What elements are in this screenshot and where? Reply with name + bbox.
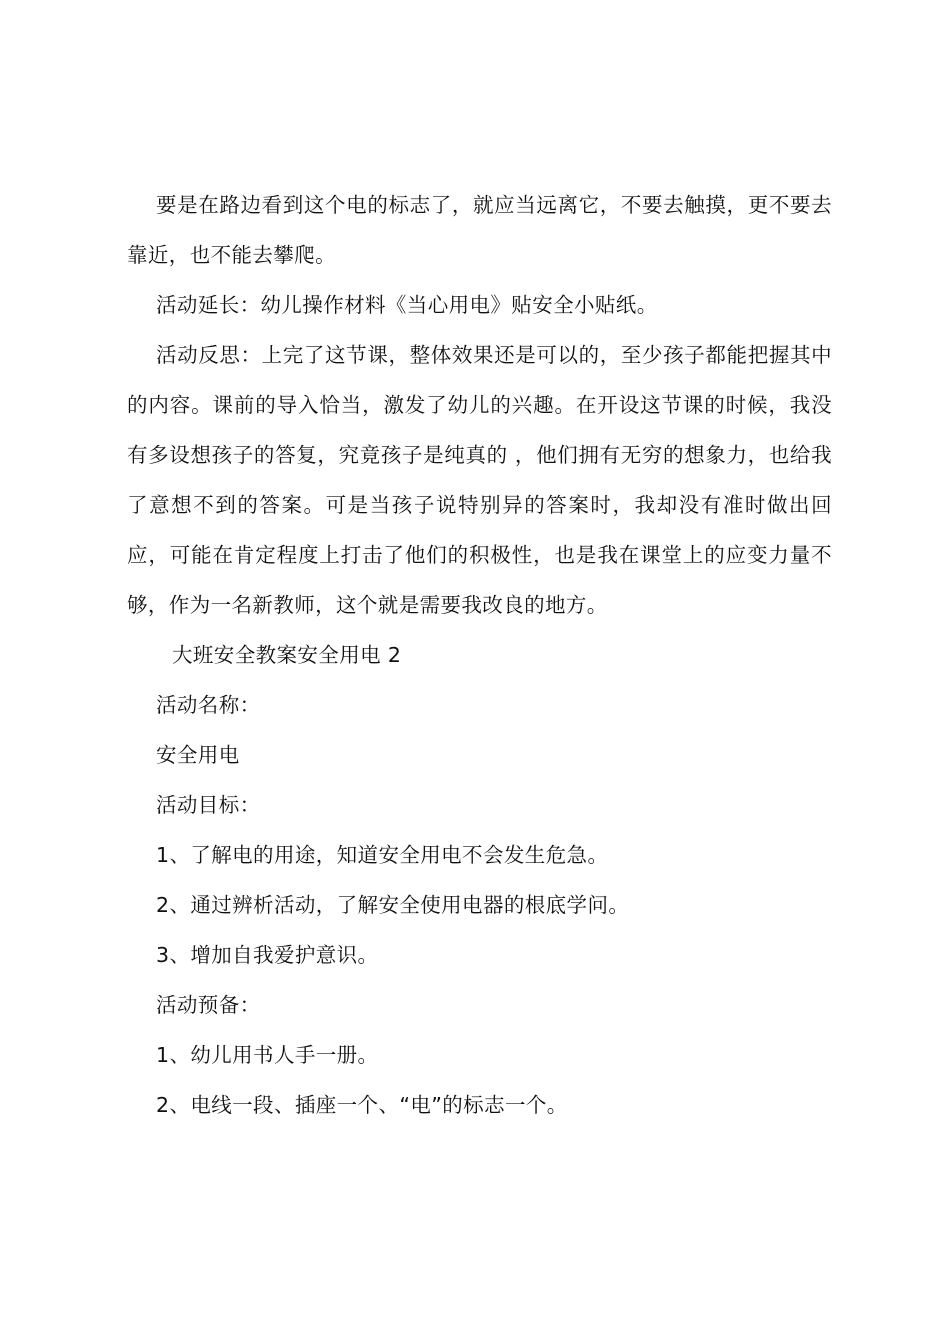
list-item-preparation-2: 2、电线一段、插座一个、“电”的标志一个。 [156, 1093, 568, 1117]
document-body [127, 180, 832, 1130]
paragraph-activity-goals-label: 活动目标： [156, 793, 261, 817]
list-item-goal-3: 3、增加自我爱护意识。 [156, 943, 379, 967]
paragraph-warning-sign: 要是在路边看到这个电的标志了，就应当远离它，不要去触摸，更不要去靠近，也不能去攀爬。 [127, 193, 832, 267]
list-item-preparation-1: 1、幼儿用书人手一册。 [156, 1043, 379, 1067]
list-item-goal-2: 2、通过辨析活动，了解安全使用电器的根底学问。 [156, 893, 630, 917]
section-heading: 大班安全教案安全用电 2 [172, 643, 402, 667]
paragraph-activity-name-label: 活动名称： [156, 693, 261, 717]
paragraph-activity-name: 安全用电 [156, 743, 240, 767]
paragraph-activity-reflection: 活动反思：上完了这节课，整体效果还是可以的，至少孩子都能把握其中的内容。课前的导入恰当，激发了幼儿的兴趣。在开设这节课的时候，我没有多设想孩子的答复，究竟孩子是纯真的 ，他们拥有无穷的想象力，也给我了意想不到的答案。可是当孩子说特别异的答案时，我却没有准时做出回应，可能在肯定程度上打击了他们的积极性，也是我在课堂上的应变力量不够，作为一名新教师，这个就是需要我改良的地方。 [127, 343, 832, 617]
list-item-goal-1: 1、了解电的用途，知道安全用电不会发生危急。 [156, 843, 609, 867]
paragraph-activity-extension: 活动延长：幼儿操作材料《当心用电》贴安全小贴纸。 [156, 293, 658, 317]
paragraph-preparation-label: 活动预备： [156, 993, 261, 1017]
